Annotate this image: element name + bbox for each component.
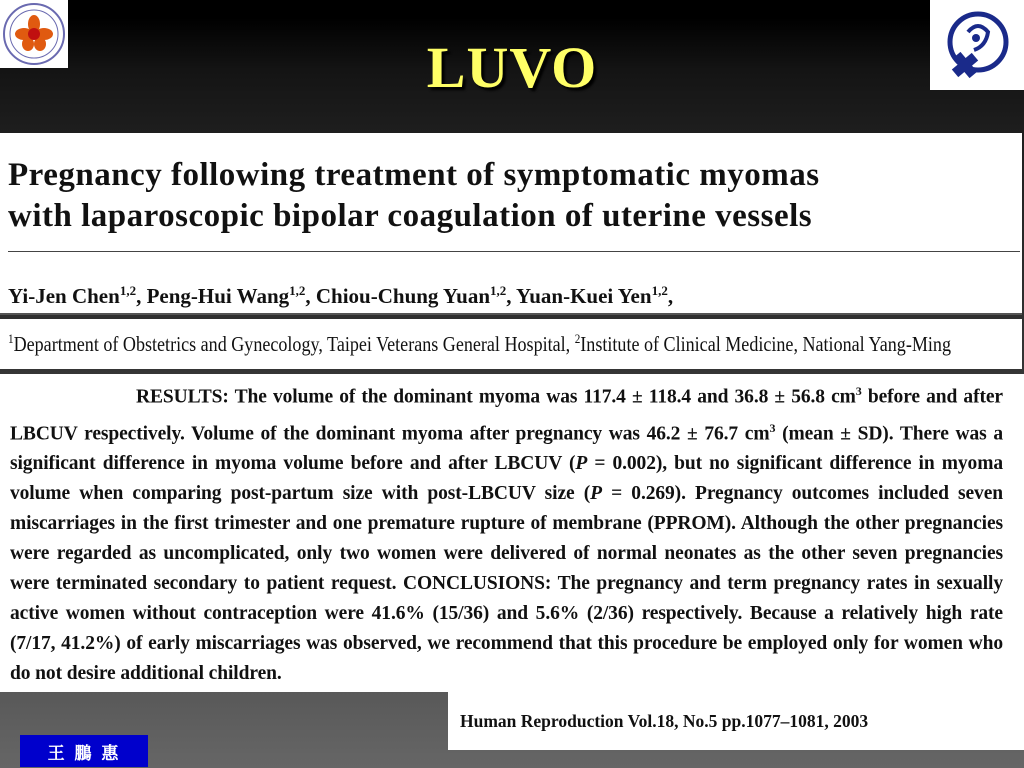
abstract-segment: = 0.269). Pregnancy outcomes included seven miscarriages in the first trimester and one premature rupture of membrane (PPROM). Although the other pregnancies were regarded as uncomplicated, only two women were delivered of normal neonates as the other seven pregnancies were terminated secondary to patient request. CONCLUSIONS: The pregnancy and term pregnancy rates in sexually active women without contraception were 41.6% (15/36) and 5.6% (2/36) respectively. Because a relatively high rate (7/17, 41.2%) of early miscarriages was observed, we recommend that this procedure be employed only for women who do not desire additional children.	[10, 483, 1004, 684]
author-name: Yuan-Kuei Yen	[515, 284, 652, 308]
abstract-segment: before and after LBCUV respectively. Volume of the dominant myoma after pregnancy was 46.2 ± 76.7 cm	[10, 386, 1003, 444]
affiliation-2: Institute of Clinical Medicine, National Yang-Ming	[580, 332, 951, 356]
divider	[8, 251, 1020, 252]
unit-superscript: 3	[769, 420, 776, 435]
paper-header-panel	[0, 133, 1022, 315]
affiliation-1: Department of Obstetrics and Gynecology, Taipei Veterans General Hospital,	[13, 332, 575, 356]
p-value-label: P	[575, 453, 588, 474]
abstract-segment: (mean ± SD). There was a significant difference in myoma volume before and after LBCUV (	[10, 423, 1003, 474]
presenter-name-tag: 王 鵬 惠	[20, 735, 148, 767]
author-list: Yi-Jen Chen$^{1,2}$, Peng-Hui Wang$^{1,2}$, Chiou-Chung Yuan$^{1,2}$, Yuan-Kuei Yen$^{1,2}$,	[8, 283, 674, 308]
paper-title-line-2: with laparoscopic bipolar coagulation of uterine vessels	[8, 198, 813, 234]
author-affiliation-marker: 1,2	[490, 283, 507, 298]
p-value-label: P	[590, 483, 602, 504]
affiliation-marker: 1	[8, 331, 14, 346]
journal-citation: Human Reproduction Vol.18, No.5 pp.1077–1081, 2003	[460, 711, 869, 731]
author-affiliation-marker: 1,2	[289, 283, 306, 298]
author-name: Yi-Jen Chen	[8, 284, 120, 308]
author-name: Peng-Hui Wang	[146, 284, 290, 308]
paper-title-line-1: Pregnancy following treatment of symptomatic myomas	[8, 157, 820, 193]
abstract-text	[10, 376, 1003, 689]
abstract-segment: RESULTS: The volume of the dominant myoma was 117.4 ± 118.4 and 36.8 ± 56.8 cm	[136, 386, 856, 408]
affiliation-marker: 2	[574, 331, 581, 346]
top-black-bar	[70, 0, 930, 16]
citation-panel	[448, 691, 1024, 750]
paper-title	[8, 155, 820, 237]
author-affiliation-marker: 1,2	[651, 283, 668, 298]
affiliation-panel	[0, 319, 1022, 369]
author-name: Chiou-Chung Yuan	[315, 284, 490, 308]
affiliation-text	[8, 331, 951, 357]
abstract-segment: = 0.002), but no significant difference in myoma volume when comparing post-partum size with post-LBCUV size (	[10, 453, 1003, 504]
unit-superscript: 3	[855, 384, 862, 398]
author-affiliation-marker: 1,2	[119, 283, 137, 298]
abstract-panel	[0, 374, 1024, 692]
slide-title: LUVO	[426, 35, 598, 100]
